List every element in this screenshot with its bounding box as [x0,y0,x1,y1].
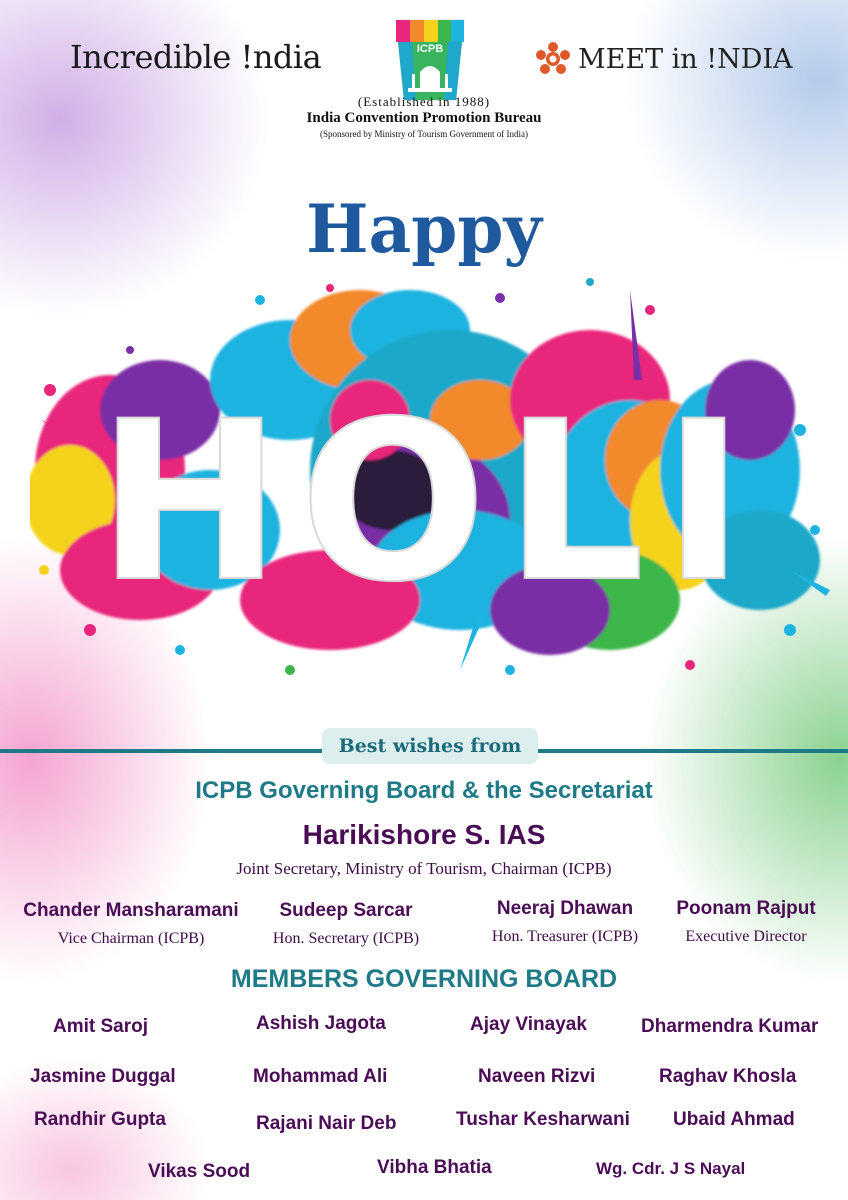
officer-vice-chairman [16,900,246,948]
meet-in-india-text: MEET in !NDIA [578,43,793,75]
officer-name: Chander Mansharamani [23,900,239,921]
member-name: Vikas Sood [148,1161,251,1182]
best-wishes-label: Best wishes from [322,728,538,764]
organization-name: India Convention Promotion Bureau [306,110,542,126]
officer-name: Sudeep Sarcar [279,900,413,921]
chairman-title: Joint Secretary, Ministry of Tourism, Chairman (ICPB) [236,859,612,878]
member-name: Tushar Kesharwani [456,1109,630,1130]
member-name: Amit Saroj [53,1016,149,1037]
officer-title: Vice Chairman (ICPB) [57,930,205,947]
member-name: Ashish Jagota [256,1013,386,1034]
icpb-badge-text: ICPB [416,43,444,55]
member-name: Ubaid Ahmad [673,1109,795,1130]
incredible-india-text: Incredible !ndia [70,38,322,76]
officer-title: Executive Director [685,928,807,945]
officer-name: Poonam Rajput [676,898,816,919]
board-title: ICPB Governing Board & the Secretariat [195,777,653,804]
member-name: Vibha Bhatia [377,1157,492,1178]
officer-secretary [231,900,461,948]
holi-paint-splash [30,270,830,690]
chairman-name: Harikishore S. IAS [302,819,546,850]
members-title: MEMBERS GOVERNING BOARD [230,965,618,993]
member-name: Raghav Khosla [659,1066,797,1087]
incredible-india-logo [70,38,321,76]
holi-heading: HOLI [97,374,763,630]
member-name: Naveen Rizvi [478,1066,596,1087]
lotus-flower-icon [536,42,570,76]
established-year: (Established in 1988) [357,94,491,109]
member-name: Randhir Gupta [34,1109,166,1130]
member-name: Jasmine Duggal [30,1066,176,1087]
officer-executive-director [646,898,846,946]
happy-heading: Happy [306,190,542,268]
icpb-logo [390,18,470,102]
officer-title: Hon. Treasurer (ICPB) [491,928,639,945]
sponsor-line: (Sponsored by Ministry of Tourism Government of India) [320,129,528,139]
member-name: Wg. Cdr. J S Nayal [596,1159,746,1178]
member-name: Ajay Vinayak [470,1014,587,1035]
member-name: Mohammad Ali [253,1066,388,1087]
member-name: Dharmendra Kumar [641,1016,819,1037]
member-name: Rajani Nair Deb [256,1113,397,1134]
meet-in-india-logo [536,42,793,76]
officer-title: Hon. Secretary (ICPB) [272,930,420,947]
officer-name: Neeraj Dhawan [496,898,634,919]
